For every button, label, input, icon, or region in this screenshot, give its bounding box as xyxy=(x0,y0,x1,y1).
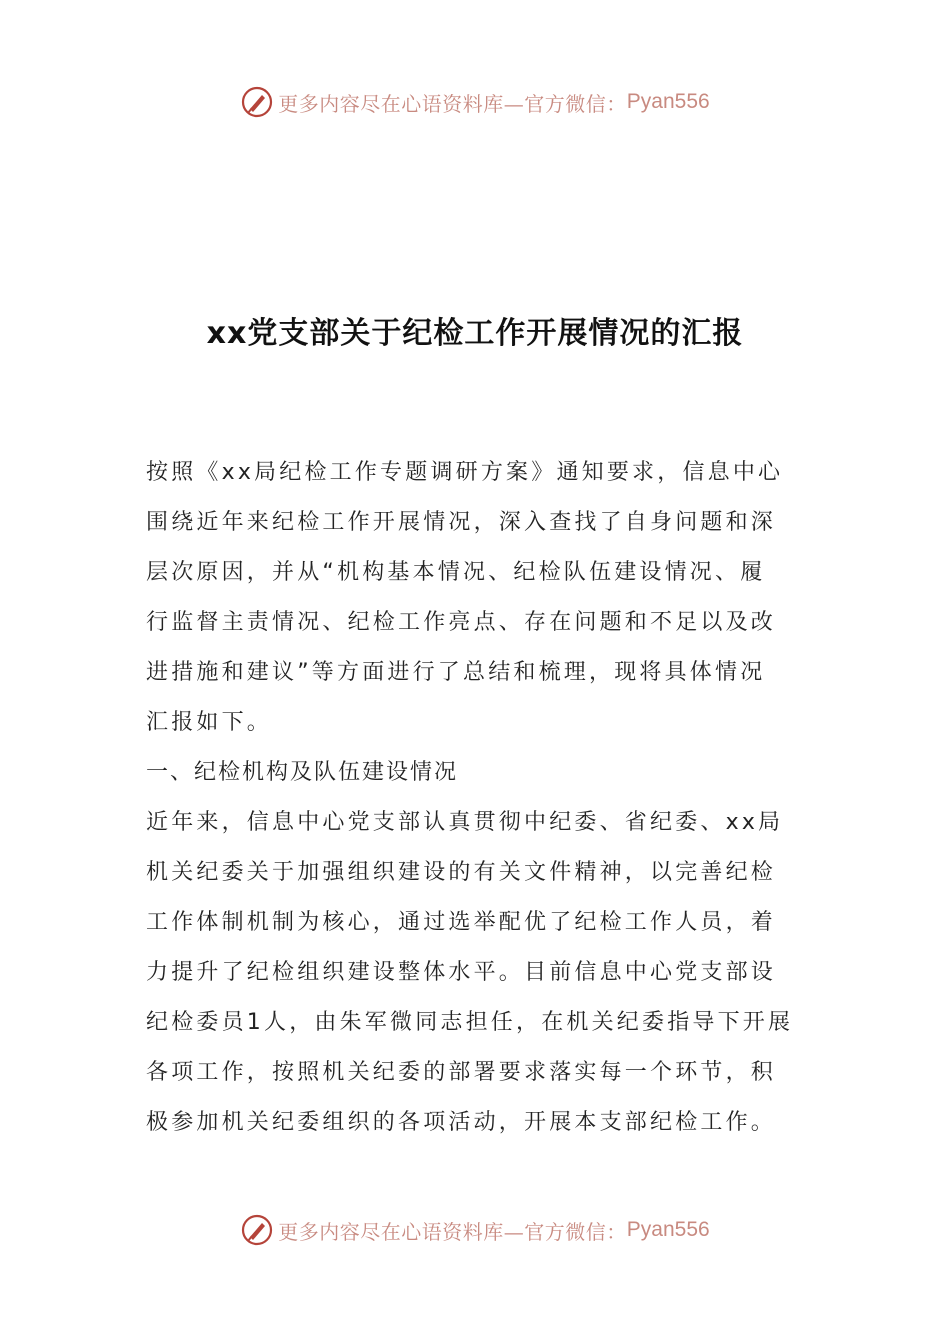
header-watermark xyxy=(0,82,950,122)
body-line: 极参加机关纪委组织的各项活动，开展本支部纪检工作。 xyxy=(146,1110,777,1135)
watermark-text: 更多内容尽在心语资料库—官方微信： xyxy=(278,1219,627,1244)
watermark-wechat-id: Pyan556 xyxy=(626,90,710,113)
section-heading: 一、纪检机构及队伍建设情况 xyxy=(146,760,459,785)
body-line: 行监督主责情况、纪检工作亮点、存在问题和不足以及改 xyxy=(146,610,777,635)
body-line: 工作体制机制为核心，通过选举配优了纪检工作人员，着 xyxy=(146,910,777,935)
footer-watermark xyxy=(0,1210,950,1250)
body-line: 纪检委员1人，由朱军微同志担任，在机关纪委指导下开展 xyxy=(146,1010,794,1035)
pen-logo-icon xyxy=(240,85,274,119)
pen-logo-icon xyxy=(240,1213,274,1247)
body-line: 近年来，信息中心党支部认真贯彻中纪委、省纪委、xx局 xyxy=(146,810,784,835)
watermark-wechat-id: Pyan556 xyxy=(626,1218,710,1241)
body-line: 按照《xx局纪检工作专题调研方案》通知要求，信息中心 xyxy=(146,460,784,485)
document-body xyxy=(146,448,806,1148)
body-line: 围绕近年来纪检工作开展情况，深入查找了自身问题和深 xyxy=(146,510,777,535)
body-line: 层次原因，并从“机构基本情况、纪检队伍建设情况、履 xyxy=(146,560,766,585)
body-line: 各项工作，按照机关纪委的部署要求落实每一个环节，积 xyxy=(146,1060,777,1085)
body-line: 力提升了纪检组织建设整体水平。目前信息中心党支部设 xyxy=(146,960,777,985)
body-line: 进措施和建议”等方面进行了总结和梳理，现将具体情况 xyxy=(146,660,766,685)
watermark-text: 更多内容尽在心语资料库—官方微信： xyxy=(278,91,627,116)
body-line: 机关纪委关于加强组织建设的有关文件精神，以完善纪检 xyxy=(146,860,777,885)
document-title: xx党支部关于纪检工作开展情况的汇报 xyxy=(206,316,744,351)
body-line: 汇报如下。 xyxy=(146,710,273,735)
